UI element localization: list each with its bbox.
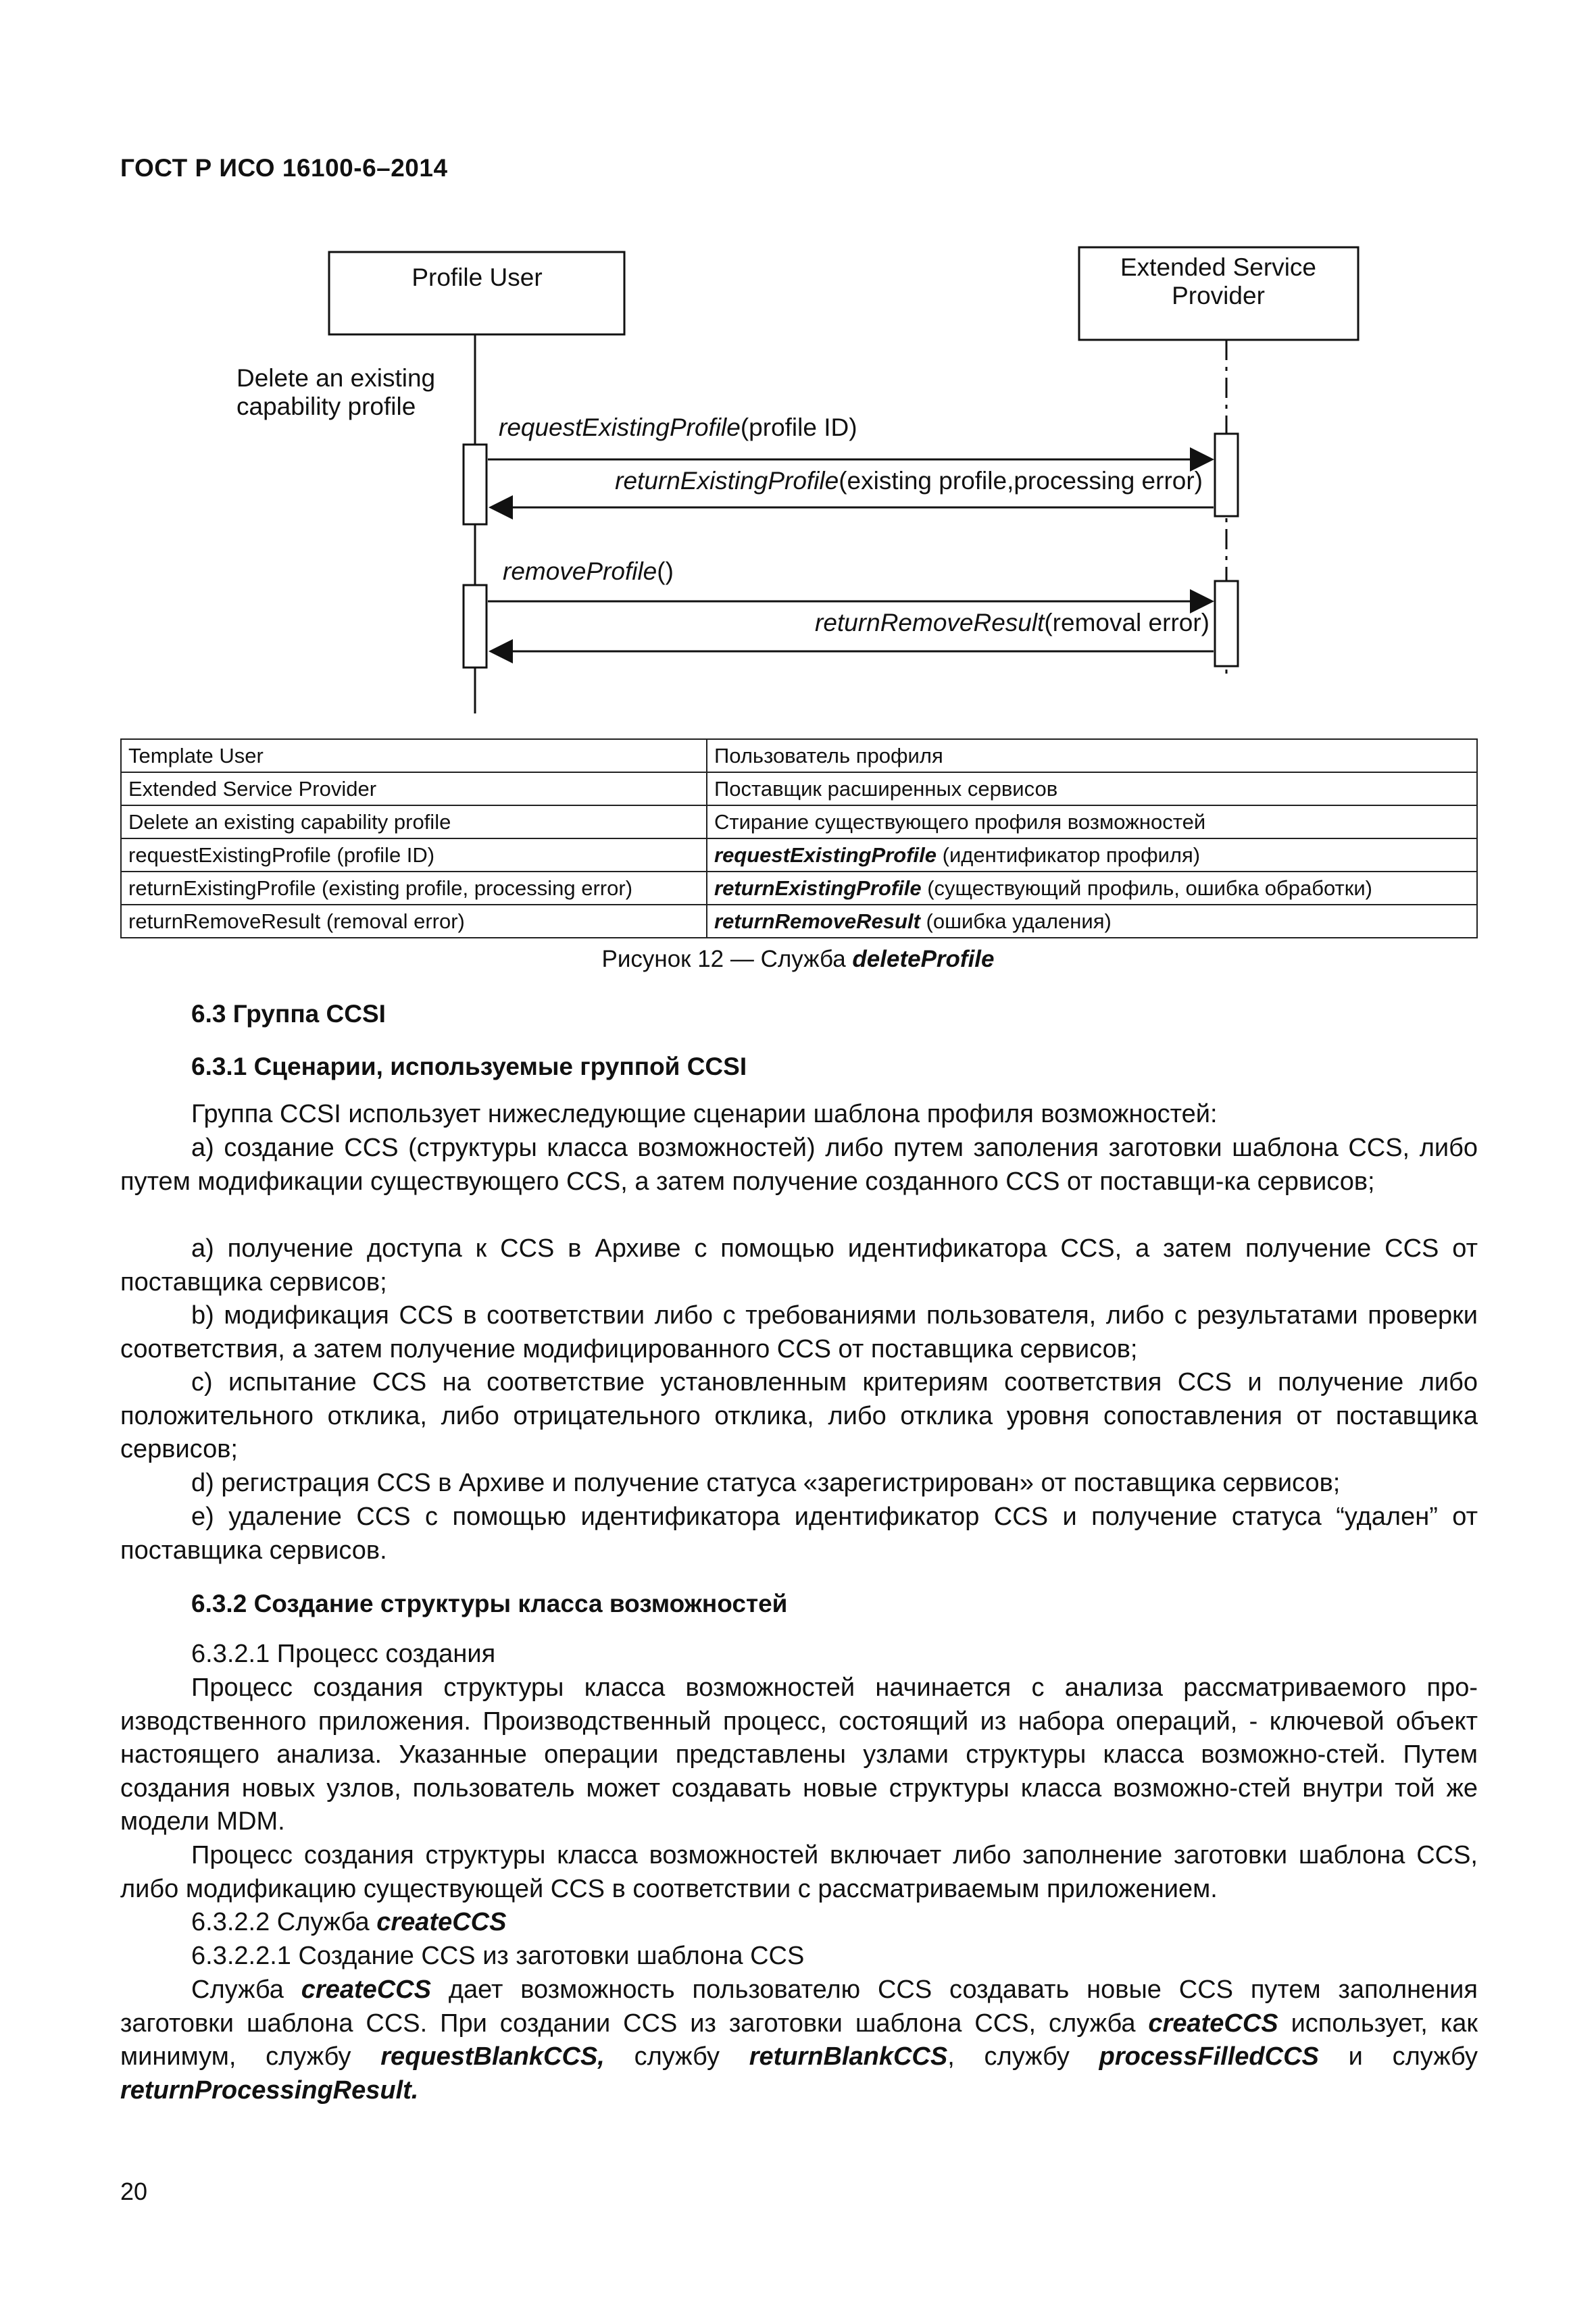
table-row (121, 772, 1477, 805)
scenario-label-line2: capability profile (236, 393, 416, 420)
actor-label-profile-user: Profile User (412, 263, 543, 291)
legend-ru-cell (707, 905, 1477, 938)
message-4-label (815, 609, 1210, 636)
figure-caption-prefix: Рисунок 12 — Служба (601, 946, 853, 972)
service-name: processFilledCCS (1099, 2042, 1319, 2071)
actor-label-provider-line1: Extended Service (1120, 253, 1317, 281)
legend-ru-text: Поставщик расширенных сервисов (714, 776, 1058, 801)
table-row (121, 905, 1477, 938)
legend-ru-term: returnRemoveResult (714, 909, 920, 933)
table-row (121, 739, 1477, 772)
paragraph-intro: Группа CCSI использует нижеследующие сценарии шаблона профиля возможностей: (191, 1100, 1218, 1128)
text-run: дает возможность пользователю CCS создавать новые CCS путем заполнения заготовки шаблона CCS. При создании CCS из заготовки шаблона CCS, служба (120, 1976, 1478, 2038)
message-3-name: removeProfile (503, 557, 657, 585)
subsection-6-3-2-1: 6.3.2.1 Процесс создания (191, 1640, 496, 1668)
section-heading-6-3: 6.3 Группа CCSI (191, 1000, 386, 1028)
legend-ru-cell (707, 838, 1477, 872)
legend-ru-text: (идентификатор профиля) (937, 842, 1201, 867)
legend-ru-text: Пользователь профиля (714, 743, 943, 768)
subsection-6-3-2-2-service: createCCS (376, 1908, 507, 1936)
legend-ru-cell (707, 772, 1477, 805)
activation-user-2 (464, 585, 487, 668)
subsection-6-3-2-2-prefix: 6.3.2.2 Служба (191, 1908, 377, 1936)
legend-ru-text: (ошибка удаления) (920, 909, 1112, 933)
service-name: returnProcessingResult. (120, 2076, 419, 2105)
text-run: службу (604, 2042, 749, 2071)
legend-ru-text: (существующий профиль, ошибка обработки) (921, 876, 1372, 900)
list-item-a1: а) создание CCS (структуры класса возможностей) либо путем заполения заготовки шаблона CCS, либо путем модификации существующего CCS, а затем получение созданного CCS от поставщи-ка сервисов; (120, 1134, 1478, 1196)
text-run: использует, как минимум, службу (120, 2009, 1478, 2071)
legend-ru-cell (707, 805, 1477, 838)
figure-legend-table (120, 738, 1478, 938)
legend-en-cell: returnRemoveResult (removal error) (121, 905, 707, 938)
list-item-e: e) удаление CCS с помощью идентификатора идентификатор CCS и получение статуса “удален” от поставщика сервисов. (120, 1503, 1478, 1565)
paragraph-process-1: Процесс создания структуры класса возможностей начинается с анализа рассматриваемого про-изводственного приложения. Производственный процесс, состоящий из набора операций, - ключевой объект настоящего анализа. Указанные операции представлены узлами структуры класса возможно-стей. Путем создания новых узлов, пользователь может создавать новые структуры класса возможно-стей внутри той же модели MDM. (120, 1674, 1478, 1836)
sequence-diagram (0, 0, 1596, 736)
service-name: returnBlankCCS (749, 2042, 948, 2071)
list-item-b: b) модификация CCS в соответствии либо с требованиями пользователя, либо с результатами проверки соответствия, а затем получение модифицированного CCS от поставщика сервисов; (120, 1301, 1478, 1363)
activation-user-1 (464, 445, 487, 524)
legend-en-cell: Template User (121, 739, 707, 772)
message-1-name: requestExistingProfile (499, 413, 741, 441)
subsection-6-3-2-2 (191, 1906, 506, 1940)
paragraph-process-2: Процесс создания структуры класса возможностей включает либо заполнение заготовки шаблона CCS, либо модификацию существующей CCS в соответствии с рассматриваемым приложением. (120, 1841, 1478, 1903)
message-2-name: returnExistingProfile (615, 467, 839, 495)
legend-ru-term: returnExistingProfile (714, 876, 922, 900)
text-run: Служба (191, 1976, 301, 2004)
section-heading-6-3-1: 6.3.1 Сценарии, используемые группой CCSI (191, 1053, 747, 1080)
activation-provider-1 (1215, 434, 1238, 516)
text-run: , службу (947, 2042, 1099, 2071)
figure-caption-service: deleteProfile (852, 946, 995, 972)
subsection-6-3-2-2-1: 6.3.2.2.1 Создание CCS из заготовки шаблона CCS (191, 1942, 805, 1970)
actor-label-provider-line2: Provider (1172, 282, 1265, 309)
message-2-args: (existing profile,processing error) (839, 467, 1203, 495)
legend-en-cell: Extended Service Provider (121, 772, 707, 805)
message-1-label (499, 413, 857, 441)
list-item-c: c) испытание CCS на соответствие установленным критериям соответствия CCS и получение либо положительного отклика, либо отрицательного отклика, либо отклика уровня сопоставления от поставщика сервисов; (120, 1368, 1478, 1463)
activation-provider-2 (1215, 581, 1238, 666)
message-1-args: (profile ID) (740, 413, 857, 441)
text-run: и службу (1318, 2042, 1478, 2071)
list-item-d: d) регистрация CCS в Архиве и получение статуса «зарегистрирован» от поставщика сервисов; (191, 1469, 1341, 1497)
document-header: ГОСТ Р ИСО 16100-6–2014 (120, 154, 448, 182)
scenario-label-line1: Delete an existing (236, 364, 436, 392)
table-row (121, 838, 1477, 872)
legend-ru-text: Стирание существующего профиля возможностей (714, 809, 1206, 834)
section-heading-6-3-2: 6.3.2 Создание структуры класса возможностей (191, 1590, 788, 1617)
message-4-args: (removal error) (1044, 609, 1210, 636)
legend-ru-term: requestExistingProfile (714, 842, 937, 867)
page-number: 20 (120, 2178, 148, 2205)
table-row (121, 805, 1477, 838)
message-4-name: returnRemoveResult (815, 609, 1045, 636)
legend-en-cell: Delete an existing capability profile (121, 805, 707, 838)
figure-caption (0, 946, 1596, 973)
legend-ru-cell (707, 872, 1477, 905)
message-3-args: () (657, 557, 674, 585)
message-3-label (503, 557, 674, 585)
legend-ru-cell (707, 739, 1477, 772)
legend-en-cell: requestExistingProfile (profile ID) (121, 838, 707, 872)
legend-en-cell: returnExistingProfile (existing profile, processing error) (121, 872, 707, 905)
service-name: requestBlankCCS, (380, 2042, 605, 2071)
service-name: createCCS (301, 1976, 431, 2004)
list-item-a2: a) получение доступа к CCS в Архиве с помощью идентификатора CCS, а затем получение CCS от поставщика сервисов; (120, 1234, 1478, 1297)
paragraph-createccs (120, 1973, 1478, 2107)
table-row (121, 872, 1477, 905)
message-2-label (615, 467, 1203, 495)
service-name: createCCS (1148, 2009, 1278, 2038)
